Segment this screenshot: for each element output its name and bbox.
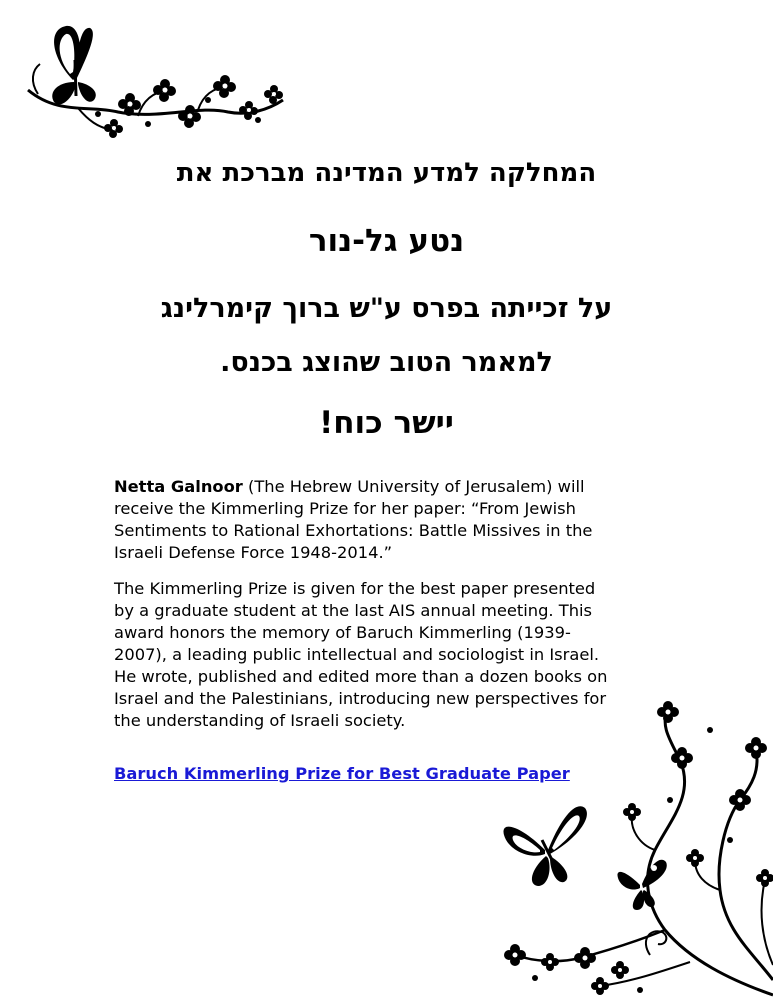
honoree-name: Netta Galnoor <box>114 477 243 496</box>
description-line: award honors the memory of Baruch Kimmerling (1939- <box>114 623 571 642</box>
butterfly-vine-decoration-top <box>18 20 288 140</box>
hebrew-prize-line: על זכייתה בפרס ע"ש ברוך קימרלינג <box>160 293 613 324</box>
description-line: the understanding of Israeli society. <box>114 711 406 730</box>
description-line: 2007), a leading public intellectual and sociologist in Israel. <box>114 645 600 664</box>
hebrew-greeting-line: המחלקה למדע המדינה מברכת את <box>176 158 597 188</box>
description-line: Israel and the Palestinians, introducing new perspectives for <box>114 689 607 708</box>
description-line: by a graduate student at the last AIS annual meeting. This <box>114 601 593 620</box>
announcement-line-2: receive the Kimmerling Prize for her paper: “From Jewish <box>114 499 576 518</box>
butterfly-icon <box>52 26 96 104</box>
announcement-line-1-rest: (The Hebrew University of Jerusalem) will <box>242 477 585 496</box>
announcement-line-3: Sentiments to Rational Exhortations: Battle Missives in the <box>114 521 593 540</box>
hebrew-paper-line: למאמר הטוב שהוצג בכנס. <box>220 347 553 378</box>
butterfly-floral-decoration-bottom <box>490 700 773 1000</box>
butterfly-icon <box>617 860 666 910</box>
prize-page-link[interactable]: Baruch Kimmerling Prize for Best Graduate Paper <box>114 764 570 783</box>
description-line: The Kimmerling Prize is given for the best paper presented <box>114 579 596 598</box>
announcement-paragraph <box>114 476 659 564</box>
hebrew-honoree-name: נטע גל-נור <box>308 223 465 259</box>
description-line: He wrote, published and edited more than a dozen books on <box>114 667 608 686</box>
flower-cluster-icon <box>95 75 283 138</box>
announcement-line-4: Israeli Defense Force 1948-2014.” <box>114 543 393 562</box>
butterfly-icon <box>503 806 586 886</box>
hebrew-congrats-line: יישר כוח! <box>319 405 454 441</box>
